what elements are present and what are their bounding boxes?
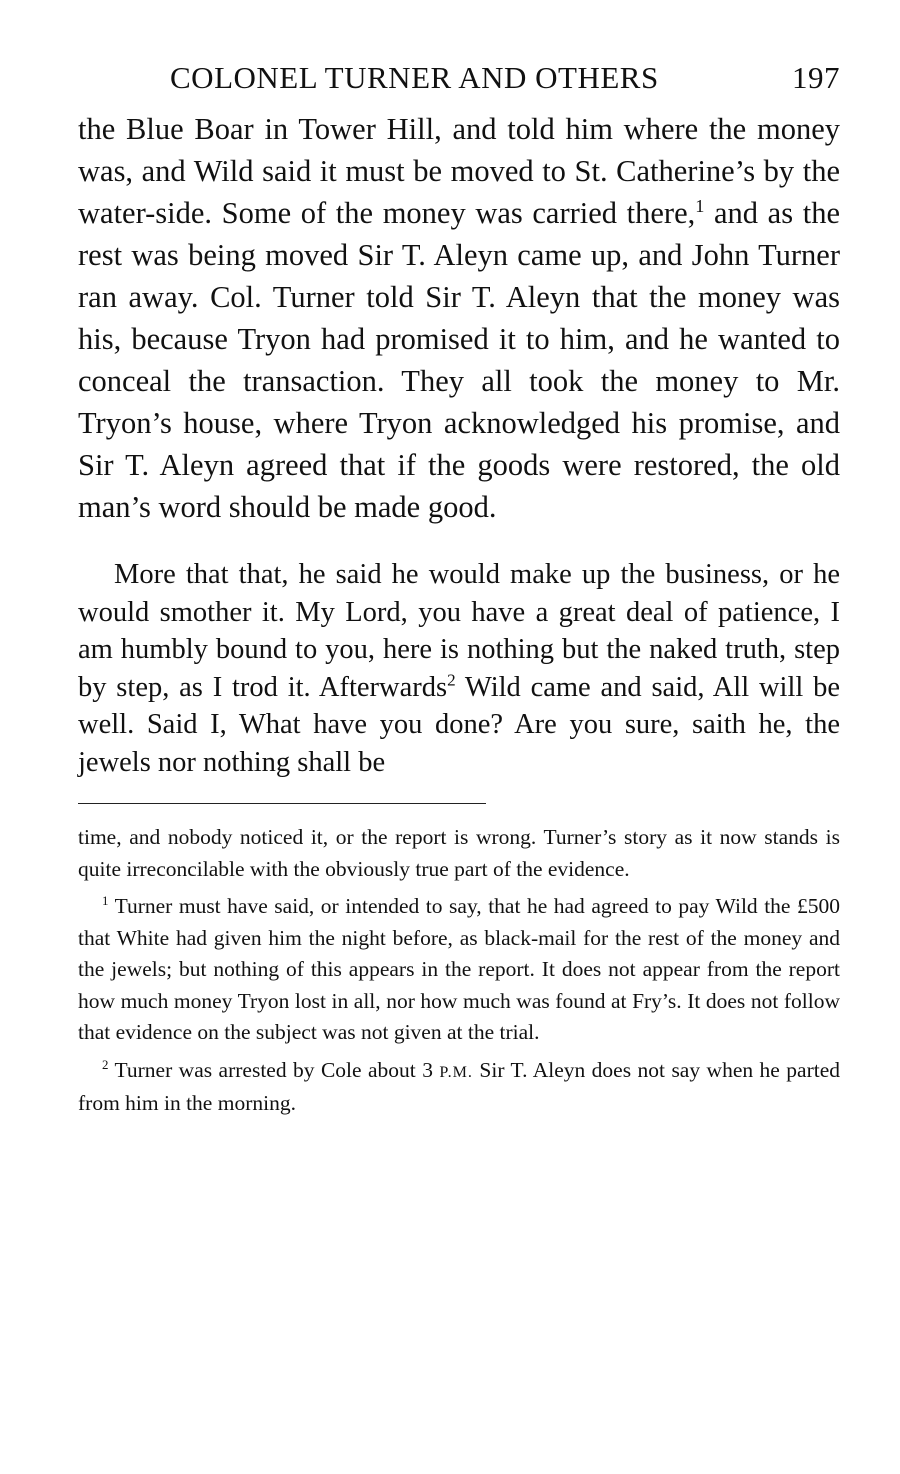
footnote-ref-1: 1	[695, 195, 705, 216]
body-paragraph-2	[78, 556, 840, 781]
paragraph-2-text-a: More that that, he said he would make up the business, or he would smother it. My Lord, you have a great deal of patience, I am humbly bound to you, here is nothing but the naked truth, step by step, as I trod it. Afterwards	[78, 559, 840, 703]
footnote-1	[78, 891, 840, 1049]
paragraph-1-text-b: and as the rest was being moved Sir T. Aleyn came up, and John Turner ran away. Col. Turner told Sir T. Aleyn that the money was his, because Tryon had promised it to him, and he wanted to conceal the transaction. They all took the money to Mr. Tryon’s house, where Tryon acknowledged his promise, and Sir T. Aleyn agreed that if the goods were restored, the old man’s word should be made good.	[78, 196, 840, 524]
footnote-2-time: P.M.	[439, 1063, 473, 1081]
running-head	[78, 60, 840, 96]
footnote-2-marker: 2	[102, 1057, 109, 1072]
footnote-2-text-b: Sir T. Aleyn does not say when he parted from him in the morning.	[78, 1057, 840, 1115]
footnote-divider	[78, 803, 486, 804]
book-page	[78, 60, 840, 1126]
footnotes	[78, 822, 840, 1120]
footnote-continued: time, and nobody noticed it, or the report is wrong. Turner’s story as it now stands is quite irreconcilable with the obviously true part of the evidence.	[78, 825, 840, 881]
paragraph-1-text-a: the Blue Boar in Tower Hill, and told him where the money was, and Wild said it must be moved to St. Catherine’s by the water-side. Some of the money was carried there,	[78, 112, 840, 230]
page-number: 197	[792, 60, 840, 95]
footnote-2	[78, 1055, 840, 1120]
body-paragraph-1	[78, 108, 840, 528]
footnote-1-marker: 1	[102, 893, 109, 908]
footnote-2-text-a: Turner was arrested by Cole about 3	[108, 1057, 440, 1082]
running-title: COLONEL TURNER AND OTHERS	[170, 60, 659, 95]
footnote-1-text: Turner must have said, or intended to say, that he had agreed to pay Wild the £500 that White had given him the night before, as black-mail for the rest of the money and the jewels; but nothing of this appears in the report. It does not appear from the report how much money Tryon lost in all, nor how much was found at Fry’s. It does not follow that evidence on the subject was not given at the trial.	[78, 894, 840, 1044]
footnote-ref-2: 2	[447, 670, 456, 689]
paragraph-2-text-b: Wild came and said, All will be well. Said I, What have you done? Are you sure, saith he, the jewels nor nothing shall be	[78, 671, 840, 778]
